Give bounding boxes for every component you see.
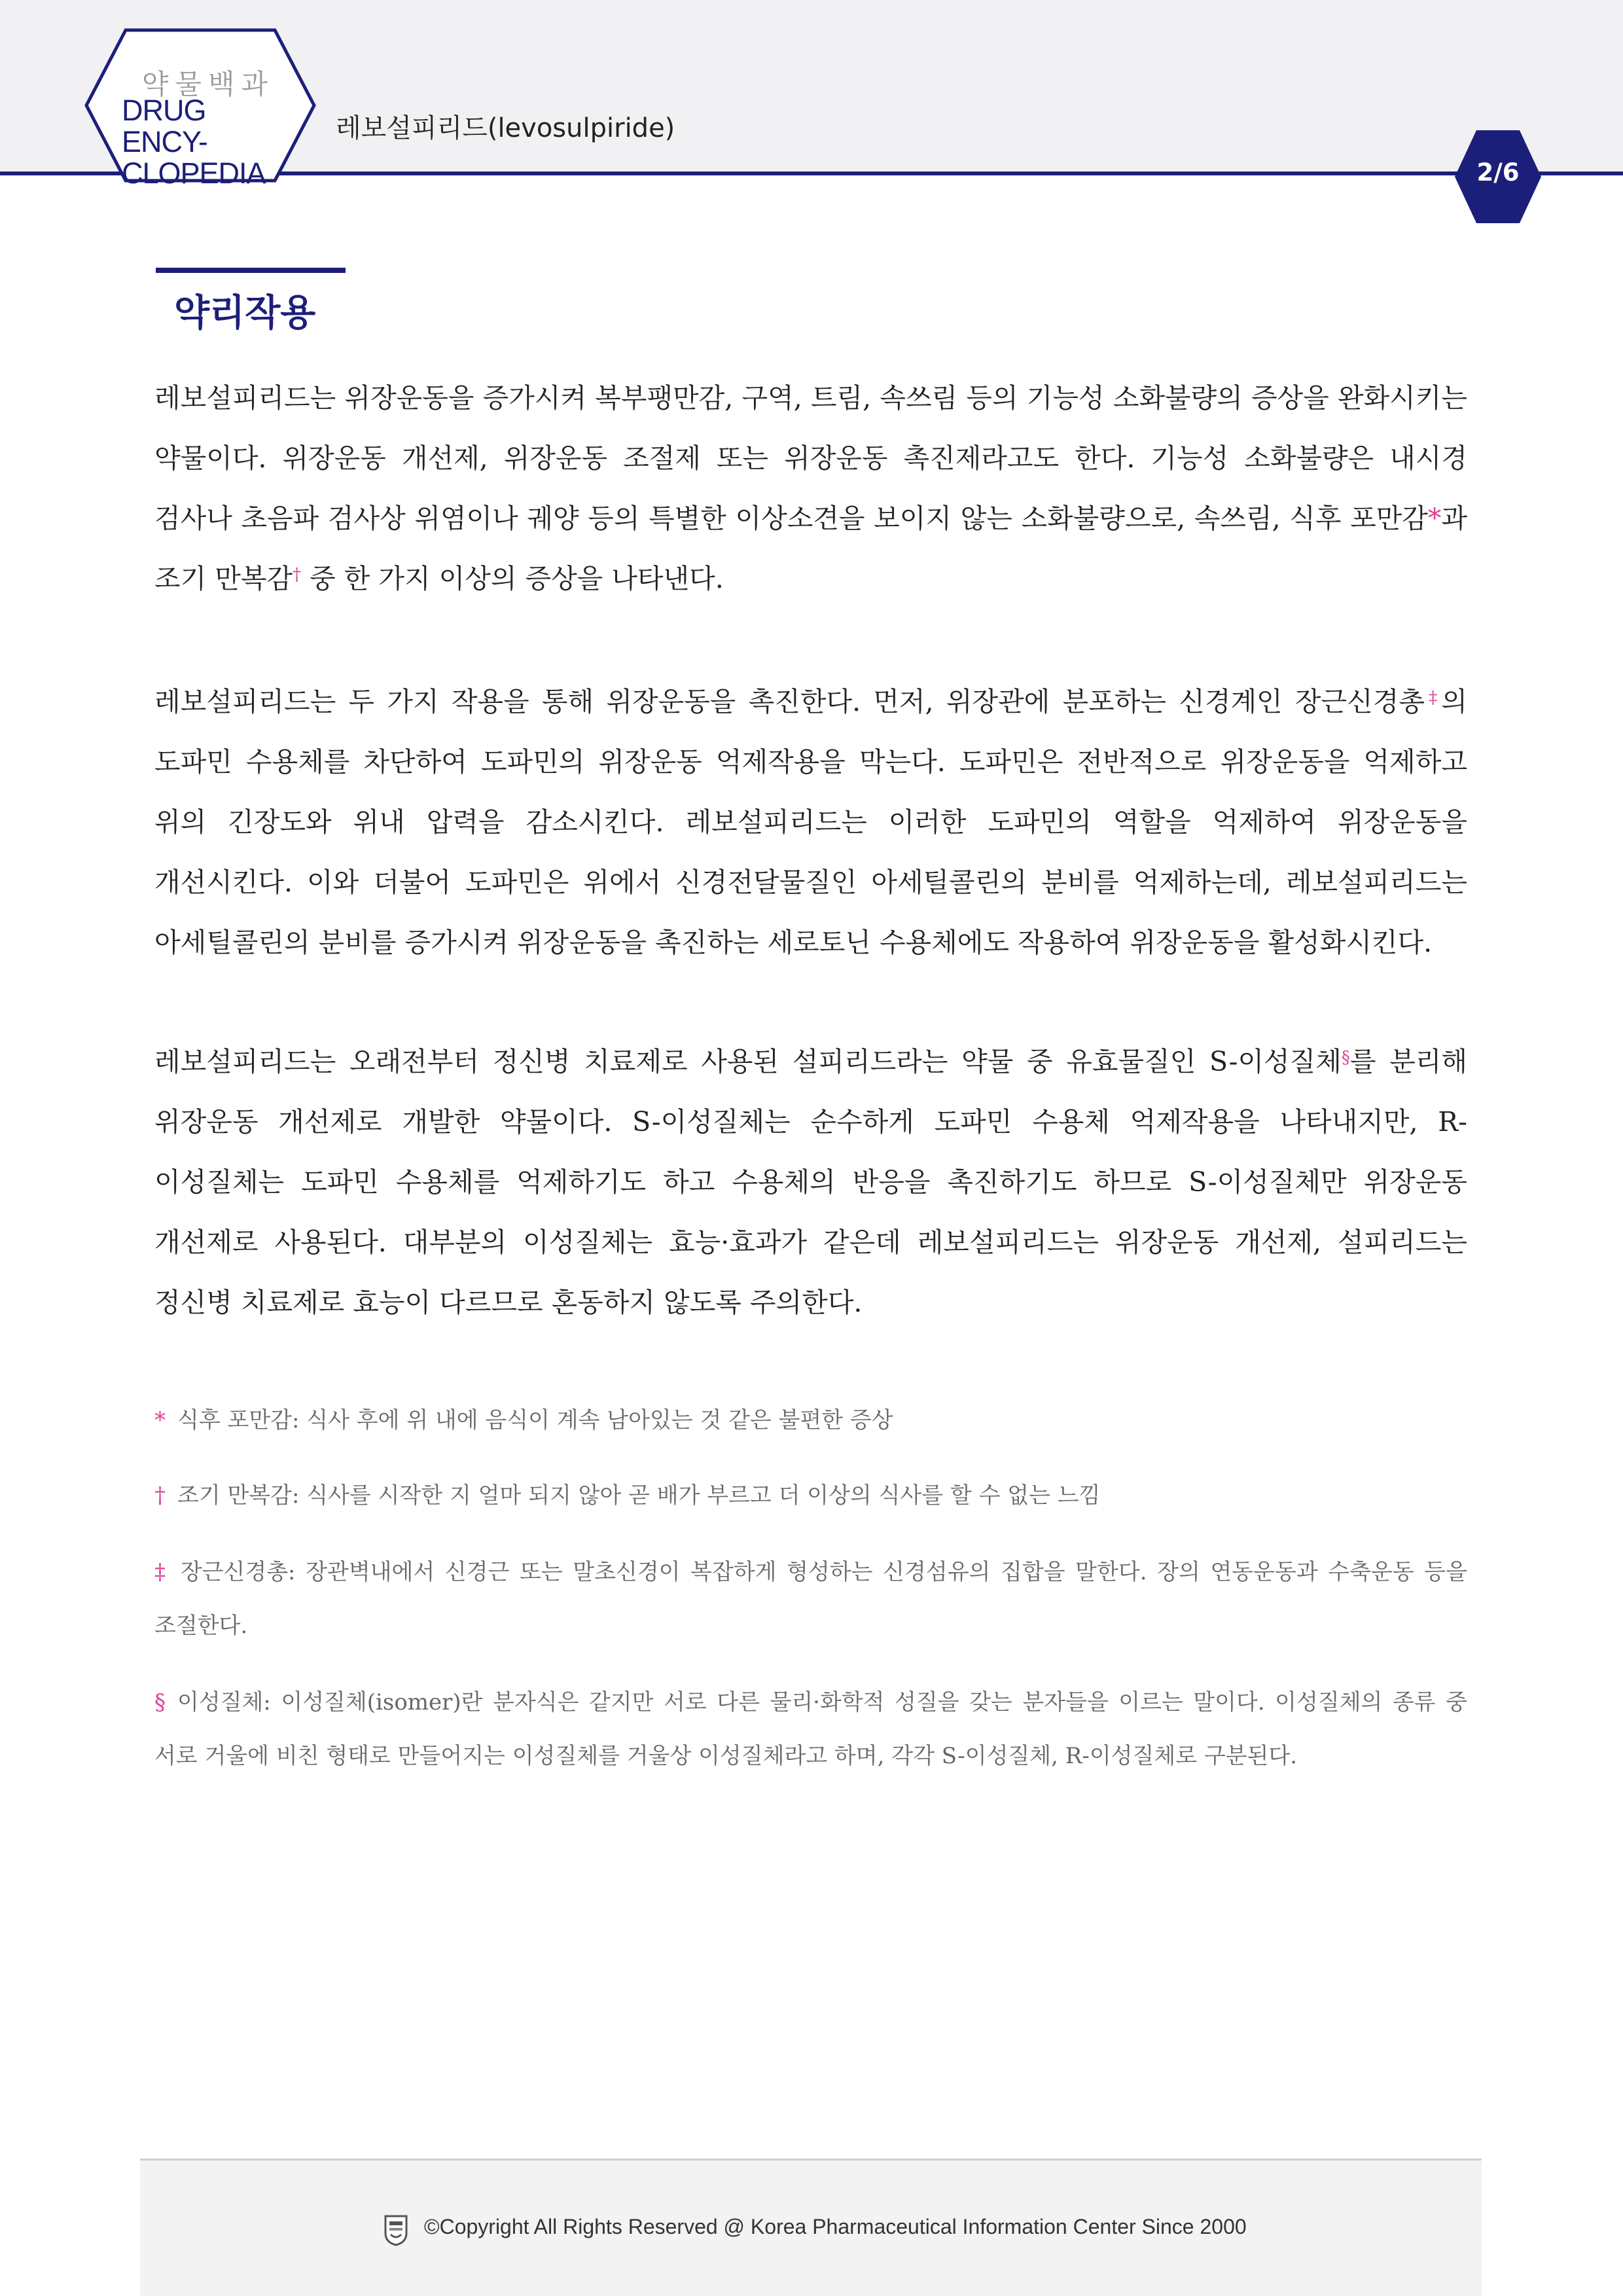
footnote-marker-double-dagger: ‡	[1424, 688, 1442, 708]
section-title: 약리작용	[174, 292, 316, 334]
footnote-marker-asterisk: *	[1427, 503, 1442, 534]
footnote-item	[154, 1393, 1467, 1447]
logo-korean-text: 약물백과	[141, 68, 275, 100]
footnote-symbol: §	[154, 1689, 166, 1715]
footnote-text: 이성질체: 이성질체(isomer)란 분자식은 같지만 서로 다른 물리·화학적 성질을 갖는 분자들을 이르는 말이다. 이성질체의 종류 중 서로 거울에 비친 형태로 만들어지는 이성질체를 거울상 이성질체라고 하며, 각각 S-이성질체, R-이성질체로 구분된다.	[154, 1689, 1467, 1769]
paragraph-2	[154, 672, 1467, 973]
footnote-text: 장근신경총: 장관벽내에서 신경근 또는 말초신경이 복잡하게 형성하는 신경섬유의 집합을 말한다. 장의 연동운동과 수축운동 등을 조절한다.	[154, 1559, 1467, 1639]
logo-english-text	[122, 95, 285, 189]
footnote-symbol: *	[154, 1407, 166, 1433]
paragraph-3	[154, 1031, 1467, 1333]
paragraph-1-text-b: 과 조기 만복감	[154, 503, 1467, 594]
footnote-symbol: †	[154, 1482, 166, 1509]
section-title-bar	[156, 268, 346, 273]
footnote-text: 식후 포만감: 식사 후에 위 내에 음식이 계속 남아있는 것 같은 불편한 증상	[177, 1407, 893, 1433]
footnote-marker-dagger: †	[293, 565, 302, 584]
paragraph-1-text-a: 레보설피리드는 위장운동을 증가시켜 복부팽만감, 구역, 트림, 속쓰림 등의 기능성 소화불량의 증상을 완화시키는 약물이다. 위장운동 개선제, 위장운동 조절제 또는 위장운동 촉진제라고도 한다. 기능성 소화불량은 내시경 검사나 초음파 검사상 위염이나 궤양 등의 특별한 이상소견을 보이지 않는 소화불량으로, 속쓰림, 식후 포만감	[154, 382, 1467, 534]
footnote-marker-section: §	[1341, 1048, 1350, 1067]
footnote-item	[154, 1469, 1467, 1522]
kpic-seal-icon	[383, 2214, 409, 2246]
logo-english-line2: CLOPEDIA	[122, 156, 266, 190]
logo-english-line1: DRUG ENCY-	[122, 94, 207, 158]
copyright-text: ©Copyright All Rights Reserved @ Korea Pharmaceutical Information Center Since 2000	[424, 2215, 1247, 2238]
document-title: 레보설피리드(levosulpiride)	[336, 113, 675, 143]
footnote-item	[154, 1545, 1467, 1653]
paragraph-2-text-b: 의 도파민 수용체를 차단하여 도파민의 위장운동 억제작용을 막는다. 도파민은 전반적으로 위장운동을 억제하고 위의 긴장도와 위내 압력을 감소시킨다. 레보설피리드는 이러한 도파민의 역할을 억제하여 위장운동을 개선시킨다. 이와 더불어 도파민은 위에서 신경전달물질인 아세틸콜린의 분비를 억제하는데, 레보설피리드는 아세틸콜린의 분비를 증가시켜 위장운동을 촉진하는 세로토닌 수용체에도 작용하여 위장운동을 활성화시킨다.	[154, 686, 1468, 958]
paragraph-1-text-c: 중 한 가지 이상의 증상을 나타낸다.	[301, 563, 724, 594]
footnote-item	[154, 1676, 1467, 1783]
page-number: 2/6	[1476, 158, 1520, 187]
paragraph-2-text-a: 레보설피리드는 두 가지 작용을 통해 위장운동을 촉진한다. 먼저, 위장관에 분포하는 신경계인 장근신경총	[154, 686, 1425, 717]
footnote-text: 조기 만복감: 식사를 시작한 지 얼마 되지 않아 곧 배가 부르고 더 이상의 식사를 할 수 없는 느낌	[177, 1482, 1101, 1509]
paragraph-3-text-b: 를 분리해 위장운동 개선제로 개발한 약물이다. S-이성질체는 순수하게 도파민 수용체 억제작용을 나타내지만, R-이성질체는 도파민 수용체를 억제하기도 하고 수용체의 반응을 촉진하기도 하므로 S-이성질체만 위장운동 개선제로 사용된다. 대부분의 이성질체는 효능·효과가 같은데 레보설피리드는 위장운동 개선제, 설피리드는 정신병 치료제로 효능이 다르므로 혼동하지 않도록 주의한다.	[154, 1046, 1467, 1318]
paragraph-3-text-a: 레보설피리드는 오래전부터 정신병 치료제로 사용된 설피리드라는 약물 중 유효물질인 S-이성질체	[154, 1046, 1342, 1077]
paragraph-1	[154, 368, 1467, 609]
footnote-symbol: ‡	[154, 1559, 169, 1585]
footer-rule	[140, 2159, 1482, 2161]
